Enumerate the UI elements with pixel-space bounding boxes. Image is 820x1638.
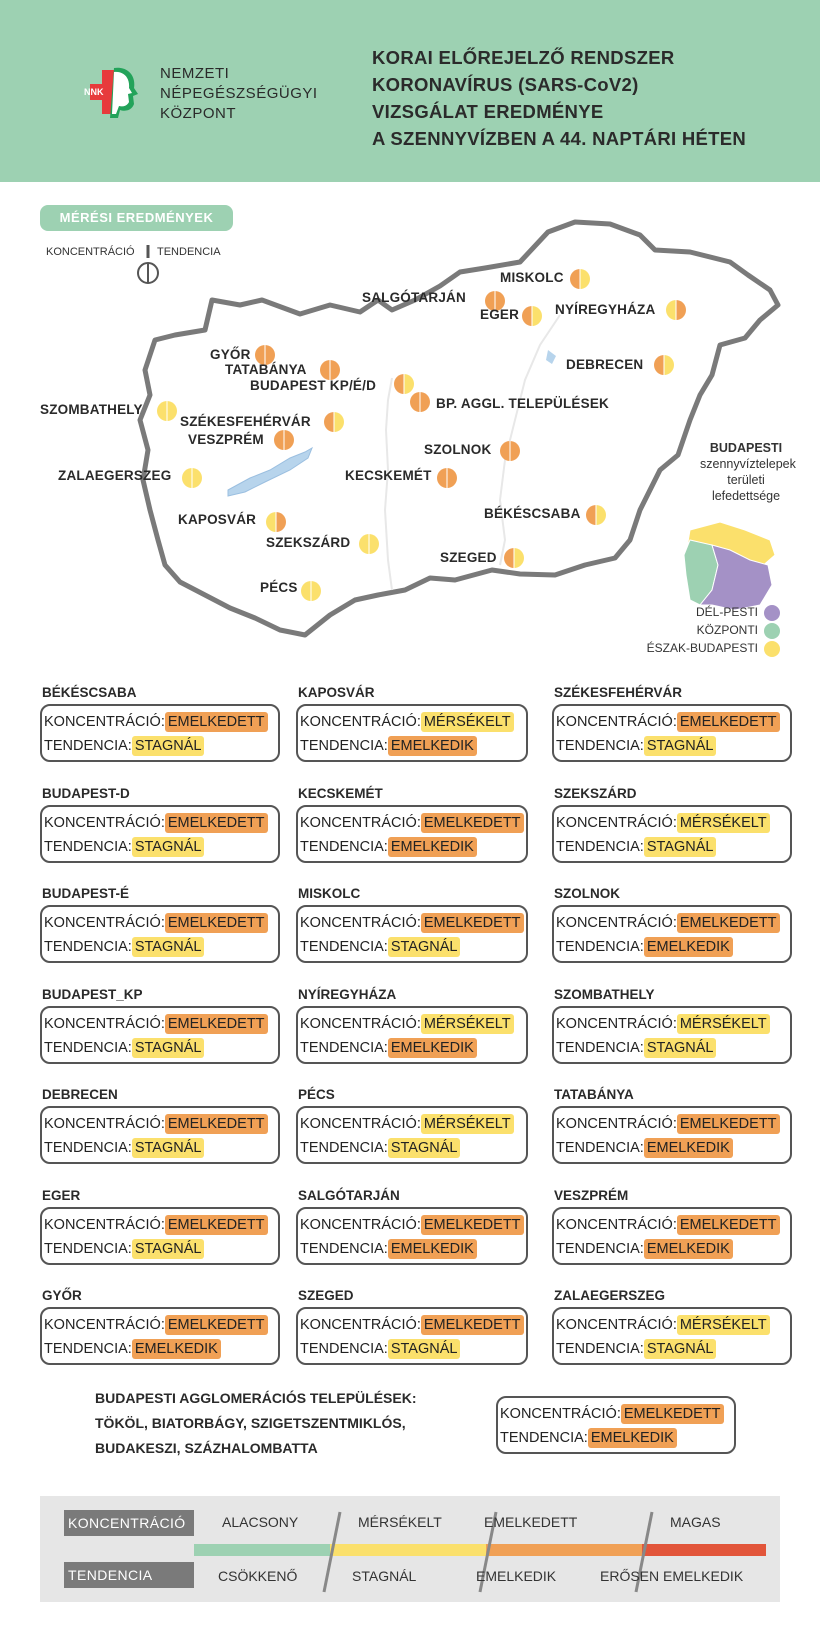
city-dot-icon (437, 468, 457, 488)
card-city-name: EGER (42, 1187, 81, 1203)
city-dot-icon (654, 355, 674, 375)
city-result-card: DEBRECEN KONCENTRÁCIÓ: EMELKEDETT TENDENCIA: STAGNÁL (40, 1084, 280, 1164)
city-result-card: SALGÓTARJÁN KONCENTRÁCIÓ: EMELKEDETT TENDENCIA: EMELKEDIK (296, 1185, 528, 1265)
card-city-name: GYŐR (42, 1288, 82, 1303)
city-dot-icon (359, 534, 379, 554)
concentration-value: MÉRSÉKELT (421, 1014, 514, 1034)
city-result-card: KAPOSVÁR KONCENTRÁCIÓ: MÉRSÉKELT TENDENCIA: EMELKEDIK (296, 682, 528, 762)
concentration-value: EMELKEDETT (421, 913, 524, 933)
city-dot-icon (182, 468, 202, 488)
city-label: MISKOLC (500, 270, 564, 285)
tendency-value: STAGNÁL (132, 1239, 205, 1259)
logo-badge: NNK (84, 87, 104, 97)
city-label: SZOLNOK (424, 442, 492, 457)
tendency-value: STAGNÁL (388, 1138, 461, 1158)
city-dot-icon (586, 505, 606, 525)
city-dot-icon (500, 441, 520, 461)
city-label: SZEGED (440, 550, 497, 565)
city-label: PÉCS (260, 580, 298, 595)
card-city-name: BUDAPEST-D (42, 785, 130, 801)
tendency-value: STAGNÁL (388, 1339, 461, 1359)
city-result-card: SZEKSZÁRD KONCENTRÁCIÓ: MÉRSÉKELT TENDENCIA: STAGNÁL (552, 783, 792, 863)
card-city-name: DEBRECEN (42, 1087, 118, 1102)
bp-legend-item: DÉL-PESTI (696, 605, 780, 621)
tendency-value: STAGNÁL (132, 837, 205, 857)
legend-tend-high: ERŐSEN EMELKEDIK (600, 1568, 744, 1584)
city-dot-icon (301, 581, 321, 601)
city-dot-icon (522, 306, 542, 326)
city-result-card: GYŐR KONCENTRÁCIÓ: EMELKEDETT TENDENCIA: EMELKEDIK (40, 1285, 280, 1365)
city-result-card: NYÍREGYHÁZA KONCENTRÁCIÓ: MÉRSÉKELT TENDENCIA: EMELKEDIK (296, 984, 528, 1064)
lake-tisza (546, 350, 556, 364)
concentration-value: EMELKEDETT (165, 813, 268, 833)
org-name: NEMZETI NÉPEGÉSZSÉGÜGYI KÖZPONT (160, 65, 318, 122)
city-dot-icon (157, 401, 177, 421)
scale-legend (40, 1496, 780, 1602)
page-title: KORAI ELŐREJELZŐ RENDSZER KORONAVÍRUS (SARS-CoV2) VIZSGÁLAT EREDMÉNYE A SZENNYVÍZBEN A 44. NAPTÁRI HÉTEN (372, 47, 747, 149)
card-city-name: BUDAPEST-É (42, 886, 130, 901)
tendency-value: EMELKEDIK (644, 1239, 733, 1259)
concentration-value: EMELKEDETT (165, 712, 268, 732)
card-city-name: BÉKÉSCSABA (42, 685, 137, 700)
tendency-value: EMELKEDIK (588, 1428, 677, 1448)
city-label: SZEKSZÁRD (266, 535, 351, 550)
card-city-name: SZÉKESFEHÉRVÁR (554, 685, 683, 700)
legend-tend-low: CSÖKKENŐ (218, 1568, 298, 1584)
card-city-name: NYÍREGYHÁZA (298, 986, 397, 1002)
concentration-value: EMELKEDETT (677, 1215, 780, 1235)
card-city-name: PÉCS (298, 1087, 335, 1102)
city-result-card: BÉKÉSCSABA KONCENTRÁCIÓ: EMELKEDETT TENDENCIA: STAGNÁL (40, 682, 280, 762)
concentration-value: EMELKEDETT (621, 1404, 724, 1424)
concentration-value: MÉRSÉKELT (677, 813, 770, 833)
card-city-name: TATABÁNYA (554, 1087, 634, 1102)
concentration-value: EMELKEDETT (677, 712, 780, 732)
bp-legend-item: KÖZPONTI (697, 623, 780, 639)
city-result-card: VESZPRÉM KONCENTRÁCIÓ: EMELKEDETT TENDENCIA: EMELKEDIK (552, 1185, 792, 1265)
concentration-value: MÉRSÉKELT (677, 1014, 770, 1034)
city-result-card: ZALAEGERSZEG KONCENTRÁCIÓ: MÉRSÉKELT TENDENCIA: STAGNÁL (552, 1285, 792, 1365)
card-city-name: SALGÓTARJÁN (298, 1187, 400, 1203)
city-label: SZOMBATHELY (40, 402, 143, 417)
city-result-card: KECSKEMÉT KONCENTRÁCIÓ: EMELKEDETT TENDENCIA: EMELKEDIK (296, 783, 528, 863)
concentration-value: EMELKEDETT (421, 813, 524, 833)
tendency-value: STAGNÁL (644, 837, 717, 857)
concentration-value: MÉRSÉKELT (421, 712, 514, 732)
city-dot-icon (320, 360, 340, 380)
city-result-card: SZEGED KONCENTRÁCIÓ: EMELKEDETT TENDENCIA: STAGNÁL (296, 1285, 528, 1365)
card-city-name: BUDAPEST_KP (42, 986, 143, 1002)
key-tendency-label: TENDENCIA (157, 246, 221, 258)
legend-tend-elevated: EMELKEDIK (476, 1568, 557, 1584)
concentration-value: MÉRSÉKELT (677, 1315, 770, 1335)
city-label: BÉKÉSCSABA (484, 506, 581, 521)
danube-river (385, 378, 392, 590)
concentration-value: EMELKEDETT (165, 913, 268, 933)
city-label: SALGÓTARJÁN (362, 290, 466, 305)
legend-conc-high: MAGAS (670, 1514, 721, 1530)
legend-tendency-tag: TENDENCIA (64, 1562, 194, 1588)
concentration-value: EMELKEDETT (677, 1114, 780, 1134)
city-result-card: BUDAPEST_KP KONCENTRÁCIÓ: EMELKEDETT TENDENCIA: STAGNÁL (40, 984, 280, 1064)
city-label: DEBRECEN (566, 357, 644, 372)
concentration-value: EMELKEDETT (165, 1014, 268, 1034)
city-dot-icon (570, 269, 590, 289)
city-label: GYŐR (210, 347, 251, 362)
tendency-value: EMELKEDIK (388, 1239, 477, 1259)
city-result-card: TATABÁNYA KONCENTRÁCIÓ: EMELKEDETT TENDENCIA: EMELKEDIK (552, 1084, 792, 1164)
city-label: KAPOSVÁR (178, 512, 257, 527)
concentration-value: EMELKEDETT (421, 1315, 524, 1335)
card-city-name: KECSKEMÉT (298, 785, 383, 801)
budapest-coverage-note: BUDAPESTI szennyvíztelepek területi lefedettsége (700, 441, 796, 503)
city-result-card: SZÉKESFEHÉRVÁR KONCENTRÁCIÓ: EMELKEDETT TENDENCIA: STAGNÁL (552, 682, 792, 762)
concentration-value: EMELKEDETT (165, 1215, 268, 1235)
city-result-card: EGER KONCENTRÁCIÓ: EMELKEDETT TENDENCIA: STAGNÁL (40, 1185, 280, 1265)
tendency-value: STAGNÁL (132, 1038, 205, 1058)
tendency-value: STAGNÁL (644, 1038, 717, 1058)
agglomeration-card: KONCENTRÁCIÓ: EMELKEDETT TENDENCIA: EMELKEDIK (496, 1396, 736, 1454)
city-dot-icon (504, 548, 524, 568)
tendency-value: EMELKEDIK (388, 1038, 477, 1058)
purple-dot-icon (764, 605, 780, 621)
city-label: VESZPRÉM (188, 432, 264, 447)
tendency-value: EMELKEDIK (132, 1339, 221, 1359)
tendency-value: STAGNÁL (644, 736, 717, 756)
city-label: BP. AGGL. TELEPÜLÉSEK (436, 396, 609, 411)
legend-conc-moderate: MÉRSÉKELT (358, 1514, 442, 1530)
bp-legend-item: ÉSZAK-BUDAPESTI (647, 641, 780, 657)
tendency-value: STAGNÁL (132, 736, 205, 756)
budapest-inset (684, 522, 775, 610)
city-dot-icon (666, 300, 686, 320)
city-result-card: MISKOLC KONCENTRÁCIÓ: EMELKEDETT TENDENCIA: STAGNÁL (296, 883, 528, 963)
city-label: SZÉKESFEHÉRVÁR (180, 414, 311, 429)
card-city-name: SZOMBATHELY (554, 986, 655, 1002)
city-dot-icon (410, 392, 430, 412)
city-label: ZALAEGERSZEG (58, 468, 172, 483)
card-city-name: KAPOSVÁR (298, 685, 375, 700)
tendency-value: STAGNÁL (644, 1339, 717, 1359)
agglomeration-text: BUDAPESTI AGGLOMERÁCIÓS TELEPÜLÉSEK: TÖKÖL, BIATORBÁGY, SZIGETSZENTMIKLÓS, BUDAKESZI, SZÁZHALOMBATTA (95, 1390, 417, 1456)
concentration-value: EMELKEDETT (165, 1315, 268, 1335)
city-label: KECSKEMÉT (345, 468, 432, 483)
key-concentration-label: KONCENTRÁCIÓ (46, 246, 135, 258)
legend-concentration-tag: KONCENTRÁCIÓ (64, 1510, 194, 1536)
tendency-value: EMELKEDIK (644, 1138, 733, 1158)
tendency-value: STAGNÁL (388, 937, 461, 957)
tendency-value: STAGNÁL (132, 937, 205, 957)
legend-conc-elevated: EMELKEDETT (484, 1514, 578, 1530)
city-dot-icon (394, 374, 414, 394)
concentration-value: EMELKEDETT (165, 1114, 268, 1134)
lake-balaton (228, 448, 312, 496)
city-label: BUDAPEST KP/É/D (250, 378, 377, 393)
city-label: EGER (480, 307, 520, 322)
city-dot-icon (266, 512, 286, 532)
green-dot-icon (764, 623, 780, 639)
city-result-card: PÉCS KONCENTRÁCIÓ: MÉRSÉKELT TENDENCIA: STAGNÁL (296, 1084, 528, 1164)
tendency-value: EMELKEDIK (388, 736, 477, 756)
section-label: MÉRÉSI EREDMÉNYEK (40, 205, 233, 231)
card-city-name: SZEKSZÁRD (554, 785, 637, 801)
card-city-name: SZEGED (298, 1288, 354, 1303)
legend-dividers (40, 1496, 780, 1602)
city-dot-icon (274, 430, 294, 450)
city-result-card: BUDAPEST-É KONCENTRÁCIÓ: EMELKEDETT TENDENCIA: STAGNÁL (40, 883, 280, 963)
card-city-name: SZOLNOK (554, 886, 620, 901)
city-label: NYÍREGYHÁZA (555, 302, 656, 317)
concentration-value: MÉRSÉKELT (421, 1114, 514, 1134)
legend-tend-moderate: STAGNÁL (352, 1568, 417, 1584)
concentration-value: EMELKEDETT (677, 913, 780, 933)
hungary-map (0, 0, 820, 660)
tendency-value: EMELKEDIK (644, 937, 733, 957)
yellow-dot-icon (764, 641, 780, 657)
card-city-name: ZALAEGERSZEG (554, 1288, 666, 1303)
city-result-card: SZOMBATHELY KONCENTRÁCIÓ: MÉRSÉKELT TENDENCIA: STAGNÁL (552, 984, 792, 1064)
tendency-value: EMELKEDIK (388, 837, 477, 857)
city-result-card: SZOLNOK KONCENTRÁCIÓ: EMELKEDETT TENDENCIA: EMELKEDIK (552, 883, 792, 963)
city-dot-icon (324, 412, 344, 432)
city-label: TATABÁNYA (225, 362, 307, 377)
legend-conc-low: ALACSONY (222, 1514, 299, 1530)
tendency-value: STAGNÁL (132, 1138, 205, 1158)
card-city-name: VESZPRÉM (554, 1187, 629, 1203)
concentration-value: EMELKEDETT (421, 1215, 524, 1235)
card-city-name: MISKOLC (298, 886, 361, 901)
city-result-card: BUDAPEST-D KONCENTRÁCIÓ: EMELKEDETT TENDENCIA: STAGNÁL (40, 783, 280, 863)
